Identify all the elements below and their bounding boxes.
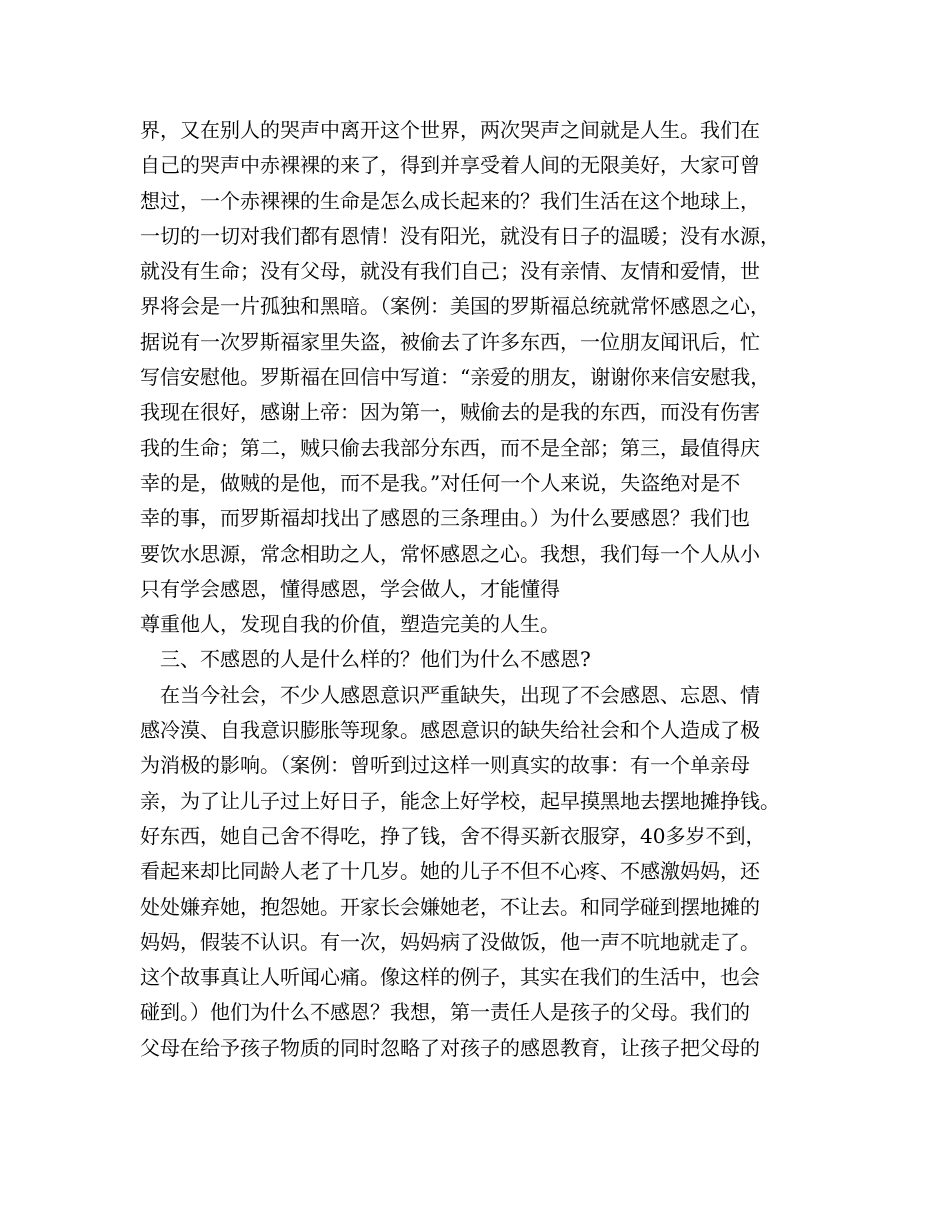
text-line: 一切的一切对我们都有恩情！没有阳光，就没有日子的温暖；没有水源， <box>140 223 780 248</box>
text-line: 只有学会感恩，懂得感恩，学会做人，才能懂得 <box>140 576 560 601</box>
text-line: 父母在给予孩子物质的同时忽略了对孩子的感恩教育，让孩子把父母的 <box>140 1035 760 1060</box>
text-line: 幸的是，做贼的是他，而不是我。”对任何一个人来说，失盗绝对是不 <box>140 470 741 495</box>
text-line: 就没有生命；没有父母，就没有我们自己；没有亲情、友情和爱情，世 <box>140 259 760 284</box>
body-text <box>140 113 820 1066</box>
text-line: 亲，为了让儿子过上好日子，能念上好学校，起早摸黑地去摆地摊挣钱。 <box>140 788 780 813</box>
text-line: 为消极的影响。（案例：曾听到过这样一则真实的故事：有一个单亲母 <box>140 753 750 778</box>
text-line: 界，又在别人的哭声中离开这个世界，两次哭声之间就是人生。我们在 <box>140 118 760 142</box>
text-line: 我现在很好，感谢上帝：因为第一，贼偷去的是我的东西，而没有伤害 <box>140 400 760 425</box>
text-line: 在当今社会，不少人感恩意识严重缺失，出现了不会感恩、忘恩、情 <box>160 682 760 707</box>
text-line: 这个故事真让人听闻心痛。像这样的例子，其实在我们的生活中，也会 <box>140 965 760 990</box>
text-line: 碰到。）他们为什么不感恩？我想，第一责任人是孩子的父母。我们的 <box>140 1000 750 1025</box>
text-line: 我的生命；第二，贼只偷去我部分东西，而不是全部；第三，最值得庆 <box>140 435 760 460</box>
text-line: 写信安慰他。罗斯福在回信中写道：“亲爱的朋友，谢谢你来信安慰我， <box>140 365 771 390</box>
text-line: 处处嫌弃她，抱怨她。开家长会嫌她老，不让去。和同学碰到摆地摊的 <box>140 894 760 919</box>
text-line: 幸的事，而罗斯福却找出了感恩的三条理由。）为什么要感恩？我们也 <box>140 506 750 531</box>
text-line: 尊重他人，发现自我的价值，塑造完美的人生。 <box>140 612 560 637</box>
text-line: 界将会是一片孤独和黑暗。（案例：美国的罗斯福总统就常怀感恩之心， <box>140 294 770 319</box>
text-line: 自己的哭声中赤裸裸的来了，得到并享受着人间的无限美好，大家可曾 <box>140 153 760 178</box>
text-line: 要饮水思源，常念相助之人，常怀感恩之心。我想，我们每一个人从小 <box>140 541 760 566</box>
text-line: 看起来却比同龄人老了十几岁。她的儿子不但不心疼、不感激妈妈，还 <box>140 859 760 884</box>
text-line: 妈妈，假装不认识。有一次，妈妈病了没做饭，他一声不吭地就走了。 <box>140 929 760 954</box>
text-line: 据说有一次罗斯福家里失盗，被偷去了许多东西，一位朋友闻讯后，忙 <box>140 329 760 354</box>
text-line: 感冷漠、自我意识膨胀等现象。感恩意识的缺失给社会和个人造成了极 <box>140 718 760 743</box>
text-line: 想过，一个赤裸裸的生命是怎么成长起来的？我们生活在这个地球上， <box>140 188 760 213</box>
section-heading: 三、不感恩的人是什么样的？他们为什么不感恩? <box>160 647 591 672</box>
text-line: 好东西，她自己舍不得吃，挣了钱，舍不得买新衣服穿，40多岁不到， <box>140 823 766 848</box>
